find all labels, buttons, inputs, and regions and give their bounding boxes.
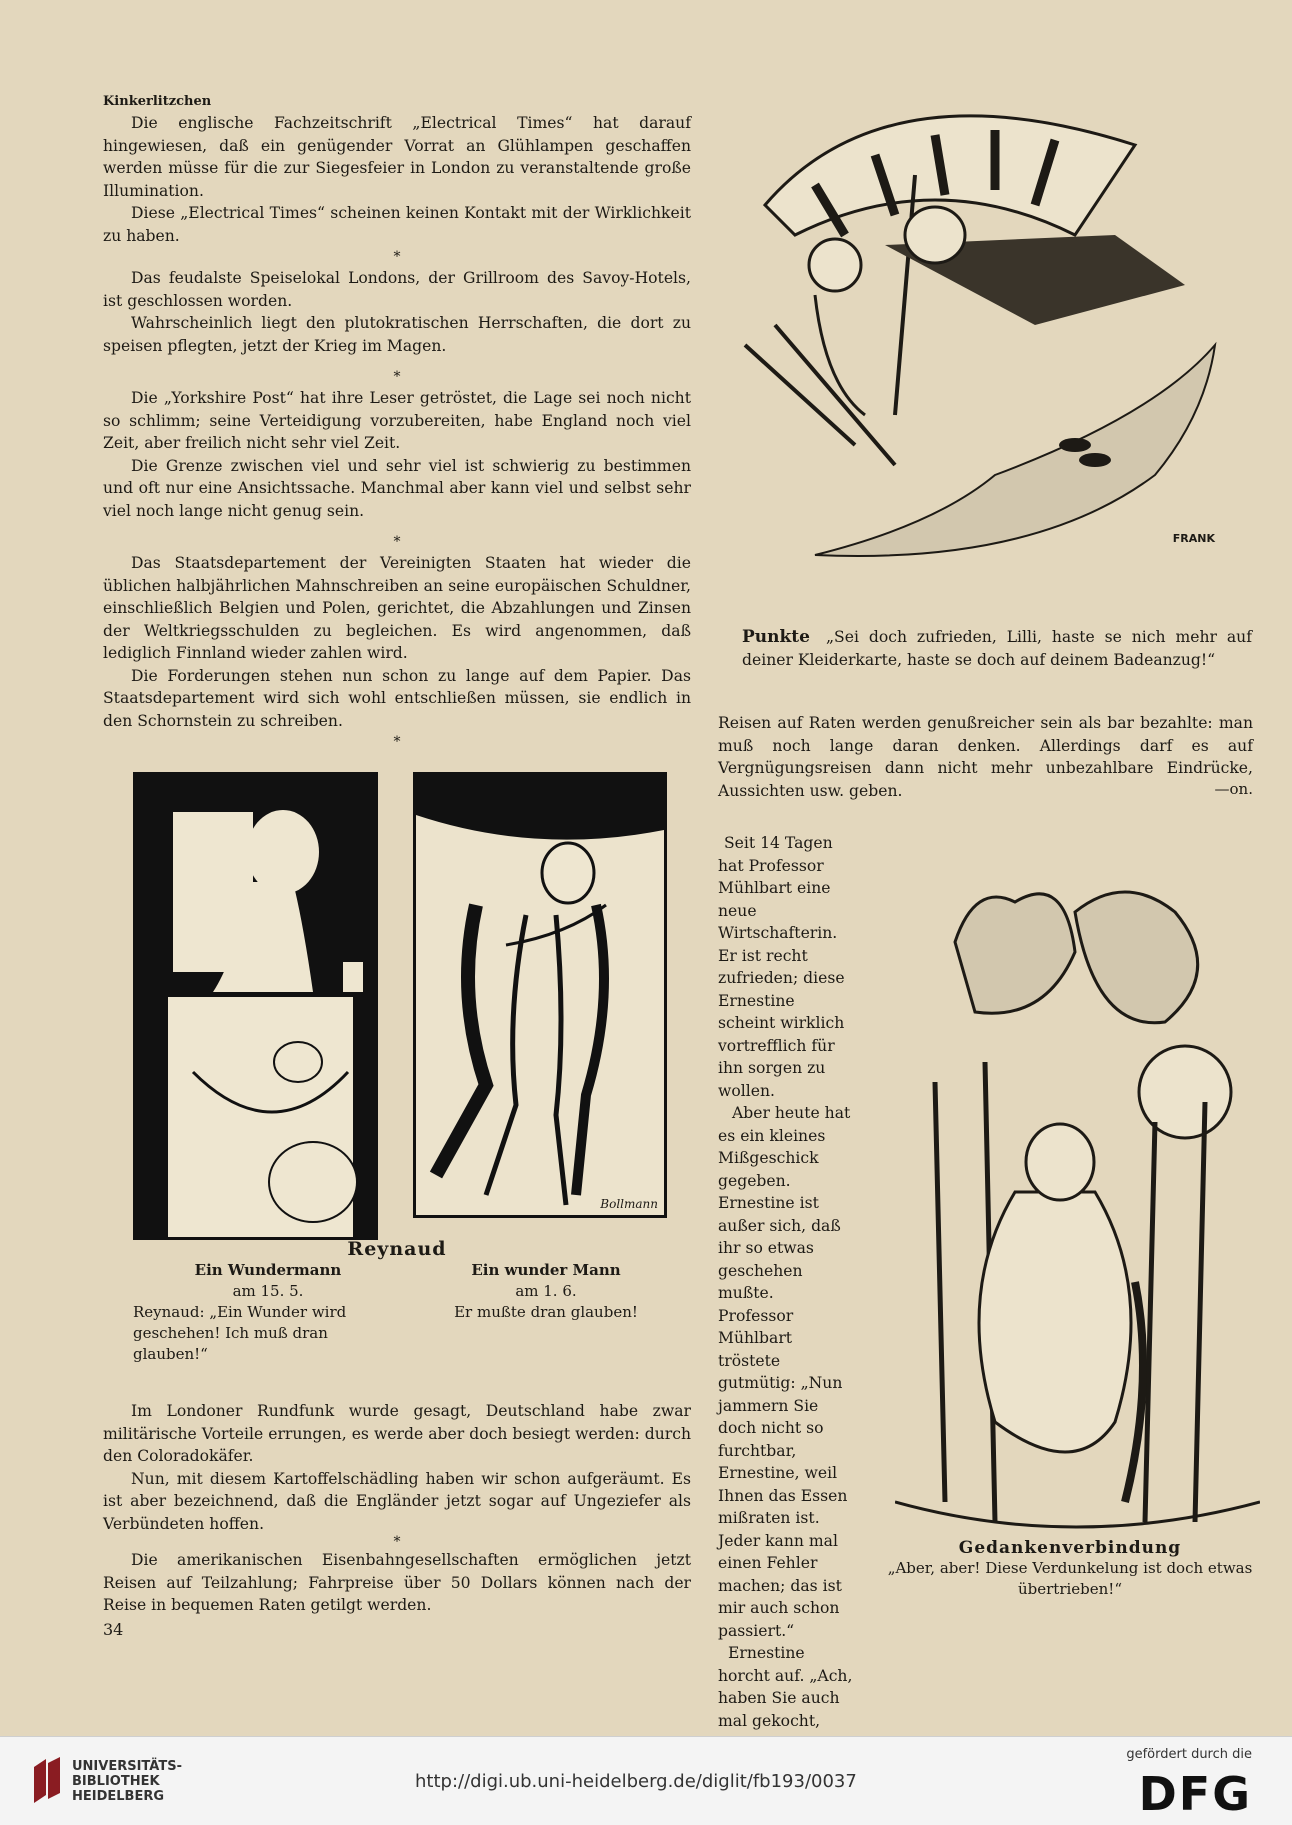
caption-text: „Sei doch zufrieden, Lilli, haste se nich mehr auf deiner Kleiderkarte, haste se doch auf deinem Badeanzug!“ [742, 628, 1252, 669]
paragraph: Das Staatsdepartement der Vereinigten Staaten hat wieder die üblichen halbjährlichen Mahnschreiben an seine europäischen Schuldner, einschließlich Belgien und Polen, gerichtet, die Abzahlungen und Zinsen der Weltkriegsschulden zu begleichen. Es wird angenommen, daß lediglich Finnland wieder zahlen wird. [103, 554, 691, 662]
cartoon-drawing [895, 862, 1260, 1542]
paragraph: Die englische Fachzeitschrift „Electrical Times“ hat darauf hingewiesen, daß ein genügender Vorrat an Glühlampen geschaffen werden müsse für die zur Siegesfeier in London zu veranstaltende große Illumination. [103, 114, 691, 200]
caption-right-heading: Ein wunder Mann [471, 1261, 621, 1279]
reisen-article [718, 712, 1253, 798]
section-heading: Kinkerlitzchen [103, 94, 212, 109]
caption-right-date: am 1. 6. [515, 1282, 577, 1300]
institution-name: UNIVERSITÄTS- BIBLIOTHEK HEIDELBERG [72, 1759, 182, 1804]
paragraph: Diese „Electrical Times“ scheinen keinen Kontakt mit der Wirklichkeit zu haben. [103, 204, 691, 245]
caption-left-heading: Ein Wundermann [194, 1261, 342, 1279]
caption-title: Gedankenverbindung [958, 1538, 1182, 1558]
cartoon-drawing [416, 775, 664, 1215]
artist-signature: Bollmann [600, 1197, 658, 1211]
paragraph: Im Londoner Rundfunk wurde gesagt, Deutschland habe zwar militärische Vorteile errungen, es werde aber doch besiegt werden: durch den Coloradokäfer. [103, 1402, 691, 1465]
left-column-bottom [103, 1400, 691, 1617]
punkte-caption [742, 626, 1252, 671]
paragraph: Reisen auf Raten werden genußreicher sein als bar bezahlte: man muß noch lange daran denken. Allerdings darf es auf Vergnügungsreisen dann nicht mehr unbezahlbare Eindrücke, Aussichten usw. geben. [718, 714, 1253, 800]
article-signature: —on. [1214, 780, 1253, 798]
garden-cartoon [895, 862, 1260, 1542]
caption-left-date: am 15. 5. [232, 1282, 304, 1300]
paragraph: Ernestine horcht auf. „Ach, haben Sie auch mal gekocht, [718, 1644, 853, 1730]
paragraph: Das feudalste Speiselokal Londons, der Grillroom des Savoy-Hotels, ist geschlossen worden. [103, 269, 691, 310]
left-column-top [103, 92, 691, 752]
dfg-logo: DFG [1138, 1767, 1252, 1821]
paragraph: Die Grenze zwischen viel und sehr viel ist schwierig zu bestimmen und oft nur eine Ansichtssache. Manchmal aber kann viel und selbst sehr viel noch lange nicht genug sein. [103, 456, 691, 520]
paragraph: Professor Mühlbart tröstete gutmütig: „Nun jammern Sie doch nicht so furchtbar, Ernestine, weil Ihnen das Essen mißraten ist. Jeder kann mal einen Fehler machen; das ist mir auch schon passiert.“ [718, 1306, 848, 1640]
caption-title: Punkte [742, 627, 810, 647]
caption-left-text: Reynaud: „Ein Wunder wird geschehen! Ich muß dran glauben!“ [133, 1303, 347, 1363]
separator-star: * [393, 249, 401, 265]
artist-signature: FRANK [1172, 532, 1215, 545]
gedanken-caption [880, 1538, 1260, 1600]
separator-star: * [393, 734, 401, 750]
reynaud-caption [133, 1238, 661, 1365]
paragraph: Aber heute hat es ein kleines Mißgeschick gegeben. Ernestine ist außer sich, daß ihr so etwas geschehen mußte. [718, 1104, 851, 1302]
story-column [718, 832, 853, 1755]
separator-star: * [393, 369, 401, 385]
paragraph: Nun, mit diesem Kartoffelschädling haben wir schon aufgeräumt. Es ist aber bezeichnend, daß die Engländer jetzt sogar auf Ungeziefer als Verbündeten hoffen. [103, 1469, 691, 1533]
viewer-footer [0, 1736, 1292, 1825]
separator-star: * [393, 1534, 401, 1550]
caption-text: „Aber, aber! Diese Verdunkelung ist doch etwas übertrieben!“ [887, 1559, 1253, 1598]
caption-right-text: Er mußte dran glauben! [454, 1303, 638, 1321]
beach-cartoon [735, 85, 1255, 605]
separator-star: * [393, 534, 401, 550]
library-logo-icon [30, 1757, 64, 1805]
permalink[interactable]: http://digi.ub.uni-heidelberg.de/diglit/fb193/0037 [415, 1771, 857, 1792]
reynaud-cartoon-right-panel [413, 772, 667, 1218]
reynaud-cartoon-left-panel [133, 772, 378, 1240]
cartoon-drawing [735, 85, 1255, 605]
cartoon-drawing [133, 772, 378, 1240]
paragraph: Die amerikanischen Eisenbahngesellschaften ermöglichen jetzt Reisen auf Teilzahlung; Fahrpreise über 50 Dollars können nach der Reise in bequemen Raten getilgt werden. [103, 1551, 691, 1614]
paragraph: Die Forderungen stehen nun schon zu lange auf dem Papier. Das Staatsdepartement wird sich wohl entschließen müssen, sie endlich in den Schornstein zu schreiben. [103, 666, 691, 730]
caption-title: Reynaud [347, 1238, 447, 1260]
funding-note: gefördert durch die [1126, 1747, 1252, 1762]
page-number: 34 [103, 1620, 124, 1639]
paragraph: Die „Yorkshire Post“ hat ihre Leser getröstet, die Lage sei noch nicht so schlimm; seine Verteidigung vorzubereiten, habe England noch viel Zeit, aber freilich nicht sehr viel Zeit. [103, 389, 691, 452]
paragraph: Seit 14 Tagen hat Professor Mühlbart eine neue Wirtschafterin. Er ist recht zufrieden; diese Ernestine scheint wirklich vortrefflich für ihn sorgen zu wollen. [718, 834, 845, 1100]
paragraph: Wahrscheinlich liegt den plutokratischen Herrschaften, die dort zu speisen pflegten, jetzt der Krieg im Magen. [103, 314, 691, 355]
